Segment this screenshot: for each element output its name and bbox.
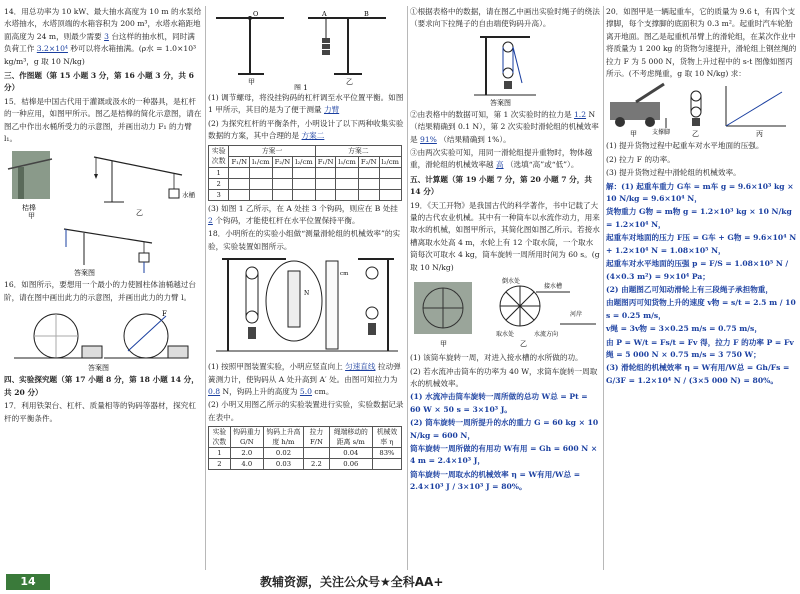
pulley-answer-label: 答案图 (490, 98, 511, 107)
eff-cell: 2.2 (304, 459, 330, 470)
fig20-label-a: 甲 (630, 130, 637, 139)
q20-solution-8: 由 P = W/t = Fs/t = Fv 得，拉力 F 的功率 P = Fv绳 = 5 000 N × 0.75 m/s = 3 750 W； (606, 337, 794, 359)
fig20-label-b: 乙 (692, 130, 699, 139)
plan-col: l₂/cm (379, 156, 401, 167)
plan-col: F₁/N (315, 156, 336, 167)
q19-solution-2: (2) 筒车旋转一周所提升的水的重力 G = 60 kg × 10 N/kg = 600 N， (410, 418, 599, 440)
section-5-title: 五、计算题（第 19 小题 7 分，第 20 小题 7 分，共 14 分） (410, 174, 592, 197)
eff-cell: 83% (372, 448, 401, 459)
eff-header: 拉力 F/N (304, 427, 330, 448)
plan-row-num: 3 (209, 189, 229, 200)
q16: 16．如图所示，要想用一个最小的力使圆柱体油桶越过台阶，请在图中画出此力的示意图，并画出此力的力臂 l。 (4, 280, 196, 302)
q20-solution-9: (3) 滑轮组的机械效率 η = W有用/W总 = Gh/Fs = G/3F = 1.2×10⁴ N / (3×5 000 N) = 80%。 (606, 363, 790, 385)
fig15-label-jiegao: 桔槔 (22, 204, 36, 213)
eff-header: 钩码重力 G/N (230, 427, 263, 448)
q20-solution-6: 由题图丙可知货物上升的速度 v物 = s/t = 2.5 m / 10 s = 0.25 m/s， (606, 298, 796, 320)
page-number: 14 (6, 574, 50, 590)
svg-text:N: N (304, 290, 310, 298)
q18: 18．小明所在的实验小组做“测量滑轮组的机械效率”的实验，实验装置如图所示。 (208, 229, 401, 251)
q19: 19．《天工开物》是我国古代的科学著作，书中记载了大量的古代农业机械。其中有一种筒车以水流作动力，用来取水的机械，如图甲所示，其简化图如图乙所示。若接水槽离取水处高 4 m，水轮上有 12 个取水筒，一个取水筒每次可取水 4 kg，筒车旋转一周所用时间为 60 s。(g 取 10 N/kg) (410, 200, 600, 272)
svg-text:cm: cm (340, 271, 349, 278)
fig1-label-b: 乙 (346, 78, 353, 86)
plan-row-num: 2 (209, 178, 229, 189)
barrel-figure (4, 306, 202, 372)
q20-1: (1) 提升货物过程中起重车对水平地面的压强。 (606, 141, 764, 151)
section-4-title: 四、实验探究题（第 17 小题 8 分，第 18 小题 14 分，共 20 分） (4, 375, 199, 397)
plan-col: l₁/cm (336, 156, 358, 167)
q18-2: (2) 小明又用图乙所示的实验装置进行实验，实验数据记录在表中。 (208, 400, 404, 422)
eff-cell: 0.04 (329, 448, 372, 459)
plan-col: F₂/N (272, 156, 293, 167)
figure-15 (4, 147, 202, 219)
svg-text:A: A (322, 10, 327, 18)
eff-header: 机械效率 η (372, 427, 401, 448)
q19-1: (1) 该筒车旋转一周，对进入接水槽的水所做的功。 (410, 353, 583, 363)
svg-text:O: O (253, 10, 259, 18)
waterwheel-figure (410, 276, 600, 350)
fig1-label-a: 甲 (248, 78, 255, 86)
figure-16 (4, 306, 202, 372)
q20-solution-3: 起重车对地面的压力 F压 = G车 + G物 = 9.6×10⁴ N + 1.2×10⁴ N = 1.08×10⁵ N， (606, 233, 797, 255)
fig19-label-bank: 河岸 (570, 311, 583, 319)
q20-2: (2) 拉力 F 的功率。 (606, 154, 675, 164)
svg-text:B: B (364, 10, 369, 18)
watermark: 教辅资源，关注公众号★全科AA+ (260, 575, 444, 589)
q17-2: (2) 为探究杠杆的平衡条件，小明设计了以下两种收集实验数据的方案，其中合理的是 方案二 (208, 118, 404, 141)
q17-3: (3) 如图 1 乙所示，在 A 处挂 3 个钩码，则应在 B 处挂 2 个钩码，才能使杠杆在水平位置保持平衡。 (208, 203, 398, 226)
q19-solution-1: (1) 水流冲击筒车旋转一周所做的总功 W总 = Pt = 60 W × 50 s = 3×10³ J。 (410, 392, 588, 414)
fig19-label-flow: 水流方向 (534, 331, 559, 339)
lever-figure (208, 8, 404, 90)
q20-3: (3) 提升货物过程中滑轮组的机械效率。 (606, 168, 741, 178)
q20: 20．如图甲是一辆起重车，它的质量为 9.6 t，有四个支撑脚，每个支撑脚的底面积为 0.3 m²。起重时汽车轮胎离开地面。图乙是起重机吊臂上的滑轮组，在某次作业中将质量为 1 200 kg 的货物匀速提升，滑轮组上钢丝绳的拉力 F 为 5 000 N，货物上升过程中的 s-t 图像如图丙所示。(不考虑绳重，g 取 10 N/kg) 求： (606, 7, 797, 79)
eff-cell: 0.06 (329, 459, 372, 470)
eff-cell: 0.02 (263, 448, 303, 459)
q15: 15．桔槔是中国古代用于灌溉或汲水的一种器具，是杠杆的一种应用，如图甲所示。图乙是桔槔的简化示意图，请在图乙中作出水桶所受力的示意图，并画出动力 F₁ 的力臂 l₁。 (4, 96, 202, 144)
column-1 (4, 6, 202, 426)
q20-solution-2: 货物重力 G物 = m物 g = 1.2×10³ kg × 10 N/kg = 1.2×10⁴ N， (606, 207, 792, 229)
eff-header: 钩码上升高度 h/m (263, 427, 303, 448)
eff-cell: 2 (209, 459, 231, 470)
efficiency-table (208, 426, 402, 470)
fig15-label-bucket: 水桶 (182, 191, 195, 200)
q18-2a: ①根据表格中的数据，请在图乙中画出实验时绳子的绕法（要求向下拉绳子的自由端使钩码升高）。 (410, 7, 600, 29)
fig15-label-a: 甲 (28, 212, 35, 220)
pulley-answer-drawing (410, 33, 600, 107)
fig15-label-b: 乙 (136, 209, 143, 218)
bucket-shape (169, 189, 179, 198)
q20-solution-4: 起重车对水平地面的压强 p = F/S = 1.08×10⁵ N / (4×0.3 m²) = 9×10⁴ Pa； (606, 259, 789, 281)
q20-solution-1: 解：(1) 起重车重力 G车 = m车 g = 9.6×10³ kg × 10 N/kg = 9.6×10⁴ N， (606, 181, 794, 204)
q18-2b: ②由表格中的数据可知，第 1 次实验时的拉力是 1.2 N（结果精确到 0.1 N），第 2 次实验时滑轮组的机械效率是 91% （结果精确到 1%）。 (410, 109, 599, 144)
fig19-label-trough: 接水槽 (544, 283, 563, 291)
plan-col: l₁/cm (250, 156, 272, 167)
pulley-figure (208, 255, 404, 359)
figure-15-answer (4, 221, 202, 277)
fig19-label-a: 甲 (440, 340, 447, 349)
eff-cell: 4.0 (230, 459, 263, 470)
plan-table-header-plan1: 方案一 (229, 145, 315, 156)
column-3 (410, 6, 600, 495)
crane-figure (606, 82, 798, 138)
fig1-caption: 图 1 (294, 84, 308, 90)
fig20-label-support: 支撑脚 (652, 129, 671, 137)
plan-col: l₂/cm (293, 156, 315, 167)
q17-1: (1) 调节螺母，将没挂钩码的杠杆调至水平位置平衡。如图 1 甲所示，其目的是为了便于测量 力臂 (208, 93, 404, 115)
answer-figure-pulley (410, 33, 600, 107)
q20-solution-5: (2) 由题图乙可知动滑轮上有三段绳子承担物重， (606, 284, 773, 294)
fig15-answer-drawing (4, 221, 202, 277)
shadoof-photo (12, 151, 50, 199)
figure-20 (606, 82, 798, 138)
fig19-label-b: 乙 (520, 340, 527, 349)
fig15-answer-label: 答案图 (74, 269, 95, 278)
plan-table (208, 145, 402, 201)
column-4 (606, 6, 798, 388)
eff-cell: 1 (209, 448, 231, 459)
lever-bar (94, 157, 182, 175)
column-2 (208, 6, 404, 472)
q18-1: (1) 按照甲图装置实验，小明应竖直向上 匀速直线 拉动弹簧测力计，使钩码从 A 处升高到 A′ 处。由图可知拉力为 0.8 N，钩码上升的高度为 5.0 cm。 (208, 362, 401, 397)
fig19-label-intake: 取水处 (496, 331, 515, 339)
figure-19 (410, 276, 600, 350)
q19-solution-3: 筒车旋转一周所做的有用功 W有用 = Gh = 600 N × 4 m = 2.4×10³ J， (410, 443, 598, 466)
eff-cell: 0.03 (263, 459, 303, 470)
eff-cell: 2.0 (230, 448, 263, 459)
q20-solution-7: v绳 = 3v物 = 3×0.25 m/s = 0.75 m/s， (606, 324, 762, 334)
plan-row-num: 1 (209, 167, 229, 178)
fig20-label-c: 丙 (756, 130, 763, 139)
shadoof-figure (4, 147, 202, 219)
q17: 17．利用铁架台、杠杆、质量相等的钩码等器材，探究杠杆的平衡条件。 (4, 401, 196, 423)
section-3-title: 三、作图题（第 15 小题 3 分，第 16 小题 3 分，共 6 分） (4, 71, 194, 93)
q19-solution-4: 筒车旋转一周取水的机械效率 η = W有用/W总 = 2.4×10³ J / 3×10³ J = 80%。 (410, 469, 581, 492)
q18-2e: ③由两次实验可知，用同一滑轮组提升重物时，物体越重，滑轮组的机械效率越 高 （选填“高”或“低”）。 (410, 148, 593, 170)
q19-2: (2) 若水流冲击筒车的功率为 40 W，求筒车旋转一周取水的机械效率。 (410, 366, 598, 388)
plan-col: F₂/N (358, 156, 379, 167)
plan-table-header-plan2: 方案二 (315, 145, 401, 156)
eff-header: 实验次数 (209, 427, 231, 448)
figure-18 (208, 255, 404, 359)
fig19-label-pour: 倒水处 (502, 278, 521, 286)
plan-table-header-trial: 实验次数 (209, 145, 229, 167)
eff-header: 绳端移动的距离 s/m (329, 427, 372, 448)
page-footer (0, 572, 800, 594)
ruler (326, 261, 338, 349)
figure-1 (208, 8, 404, 90)
q14: 14．用总功率为 10 kW、最大抽水高度为 10 m 的水泵给水塔抽水，水塔顶端的水箱容积为 200 m³，水塔水箱距地面高度为 24 m，则最少需要 3 台这样的抽水机，同时满负荷工作 3.2×10⁴ 秒可以将水箱抽满。(ρ水 = 1.0×10³ kg/m³，g 取 10 N/kg) (4, 7, 202, 66)
fig16-answer-label: 答案图 (88, 364, 109, 373)
plan-col: F₁/N (229, 156, 250, 167)
eff-cell (304, 448, 330, 459)
crane-truck (610, 102, 660, 120)
eff-cell (372, 459, 401, 470)
svg-text:F: F (162, 310, 167, 319)
